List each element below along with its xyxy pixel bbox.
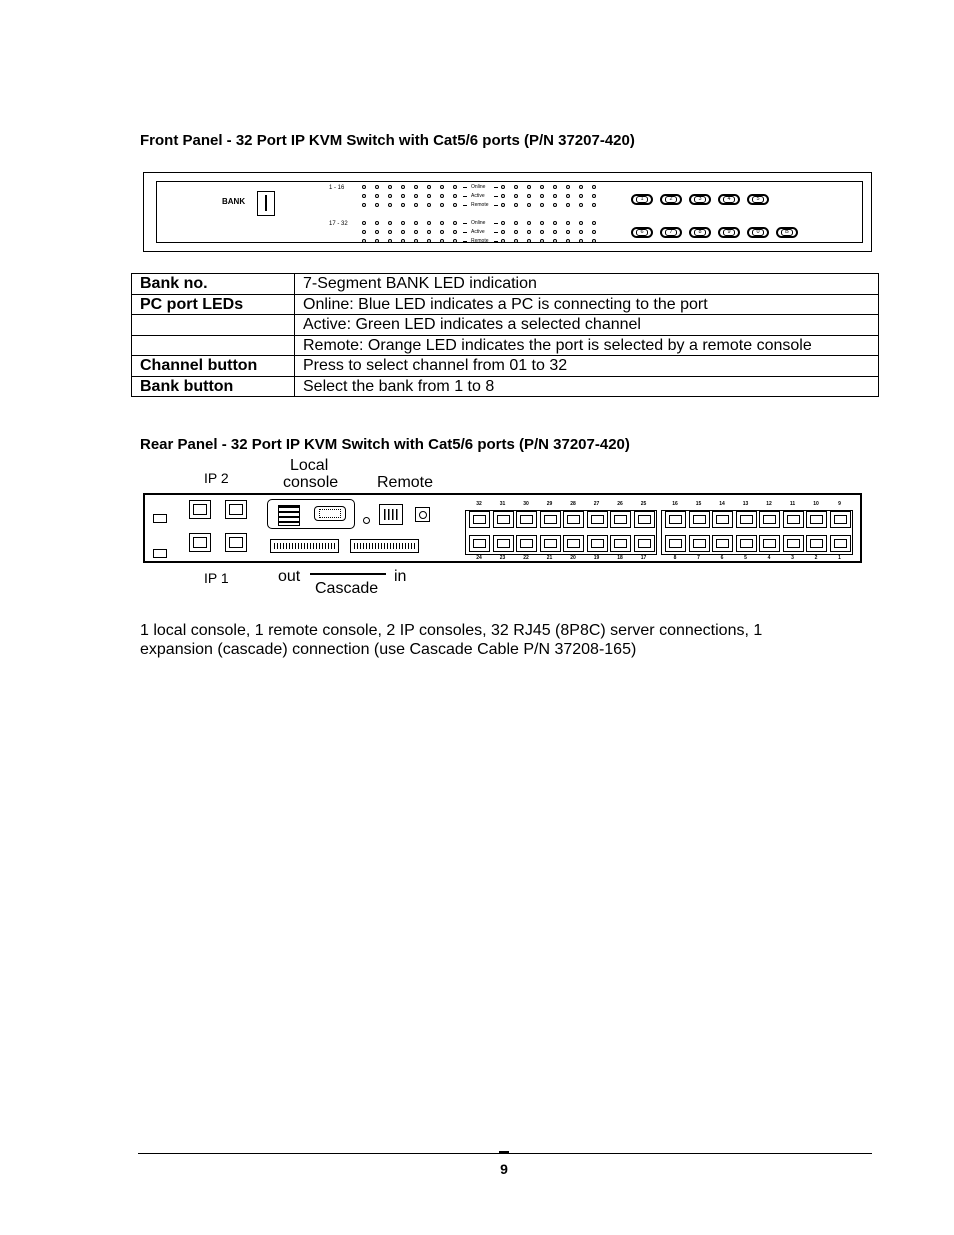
range-label-bottom: 17 - 32 xyxy=(329,221,348,227)
port-led xyxy=(553,185,557,189)
button-label: 2 xyxy=(665,196,677,203)
led-leader-line xyxy=(463,241,467,242)
port-led xyxy=(375,185,379,189)
port-led xyxy=(527,221,531,225)
table-row xyxy=(132,274,879,295)
server-port-4 xyxy=(759,535,780,552)
led-leader-line xyxy=(494,187,498,188)
bank-button[interactable] xyxy=(776,227,798,238)
port-led xyxy=(540,230,544,234)
port-led xyxy=(540,203,544,207)
led-leader-line xyxy=(463,232,467,233)
port-number-label: 13 xyxy=(742,501,749,507)
port-led xyxy=(453,221,457,225)
port-led xyxy=(427,239,431,243)
port-led xyxy=(527,230,531,234)
server-port-19 xyxy=(587,535,608,552)
port-led xyxy=(362,221,366,225)
port-number-label: 24 xyxy=(476,555,482,561)
port-led xyxy=(540,185,544,189)
cascade-out-port xyxy=(270,539,339,553)
port-number-label: 2 xyxy=(814,555,818,561)
port-led xyxy=(579,203,583,207)
front-panel-spec-table xyxy=(131,273,879,397)
remote-label: Remote xyxy=(377,474,434,491)
port-number-label: 30 xyxy=(523,501,529,507)
port-led xyxy=(427,194,431,198)
port-led xyxy=(540,239,544,243)
port-led xyxy=(388,230,392,234)
led-leader-line xyxy=(463,205,467,206)
port-led xyxy=(501,230,505,234)
cascade-in-label: in xyxy=(394,568,407,585)
server-port-8 xyxy=(665,535,686,552)
server-port-23 xyxy=(493,535,514,552)
ip1-port-a xyxy=(189,533,211,552)
port-led xyxy=(388,203,392,207)
port-led xyxy=(388,239,392,243)
led-row-label: Active xyxy=(471,229,485,235)
row-label: Bank no. xyxy=(132,274,295,295)
port-led xyxy=(540,221,544,225)
port-led xyxy=(401,194,405,198)
port-led xyxy=(566,203,570,207)
port-number-label: 16 xyxy=(672,501,678,507)
row-label xyxy=(132,335,295,356)
port-led xyxy=(579,239,583,243)
row-description: Select the bank from 1 to 8 xyxy=(295,376,879,397)
port-led xyxy=(362,230,366,234)
remote-port xyxy=(379,504,403,525)
port-led xyxy=(440,185,444,189)
port-number-label: 32 xyxy=(476,501,482,507)
server-port-25 xyxy=(634,511,655,528)
ground-screw-icon xyxy=(153,514,167,523)
page-number: 9 xyxy=(500,1161,508,1177)
port-led xyxy=(553,230,557,234)
front-panel-body xyxy=(156,181,863,243)
port-number-label: 18 xyxy=(617,555,623,561)
port-led xyxy=(362,203,366,207)
cascade-out-label: out xyxy=(278,568,301,585)
server-port-3 xyxy=(783,535,804,552)
channel-button-8[interactable] xyxy=(689,227,711,238)
led-leader-line xyxy=(494,205,498,206)
ground-screw-icon xyxy=(153,549,167,558)
port-number-label: 28 xyxy=(570,501,576,507)
port-led xyxy=(375,230,379,234)
port-led xyxy=(592,230,596,234)
channel-button-9[interactable] xyxy=(718,227,740,238)
row-label: Channel button xyxy=(132,356,295,377)
port-led xyxy=(453,203,457,207)
port-number-label: 21 xyxy=(546,555,553,561)
reset-button-icon xyxy=(363,517,370,524)
port-led xyxy=(514,221,518,225)
led-leader-line xyxy=(494,223,498,224)
port-led xyxy=(440,230,444,234)
table-row xyxy=(132,315,879,336)
bank-seven-segment-display xyxy=(257,191,275,216)
port-led xyxy=(375,239,379,243)
row-description: Online: Blue LED indicates a PC is connecting to the port xyxy=(295,294,879,315)
server-port-30 xyxy=(516,511,537,528)
led-row-label: Active xyxy=(471,193,485,199)
port-led xyxy=(414,185,418,189)
port-led xyxy=(414,194,418,198)
front-panel-heading: Front Panel - 32 Port IP KVM Switch with Cat5/6 ports (P/N 37207-420) xyxy=(140,132,635,149)
server-port-18 xyxy=(610,535,631,552)
led-row-label: Remote xyxy=(471,238,489,244)
port-led xyxy=(440,221,444,225)
port-led xyxy=(388,194,392,198)
port-led xyxy=(440,239,444,243)
port-led xyxy=(553,194,557,198)
local-console-port-block xyxy=(267,499,355,529)
port-number-label: 15 xyxy=(695,501,702,507)
local-console-label-line2: console xyxy=(283,474,339,491)
port-number-label: 27 xyxy=(593,501,600,507)
ps2-ports-icon xyxy=(278,505,300,526)
ip1-label: IP 1 xyxy=(204,570,229,586)
vga-port-icon xyxy=(314,506,346,521)
port-led xyxy=(514,203,518,207)
port-number-label: 29 xyxy=(546,501,553,507)
port-led xyxy=(566,239,570,243)
button-label: 8 xyxy=(694,229,706,236)
port-led xyxy=(440,203,444,207)
button-label: 3 xyxy=(694,196,706,203)
port-led xyxy=(375,221,379,225)
connections-description: 1 local console, 1 remote console, 2 IP consoles, 32 RJ45 (8P8C) server connections, 1 expansion (cascade) connection (use Cascade Cable P/N 37208-165) xyxy=(140,622,763,658)
server-port-11 xyxy=(783,511,804,528)
port-number-label: 22 xyxy=(523,555,529,561)
port-led xyxy=(427,230,431,234)
port-led xyxy=(566,185,570,189)
port-number-label: 6 xyxy=(720,555,724,561)
button-label: 0 xyxy=(752,229,764,236)
port-led xyxy=(375,194,379,198)
cascade-label: Cascade xyxy=(315,580,379,597)
port-led xyxy=(414,221,418,225)
led-row-label: Online xyxy=(471,184,486,190)
port-led xyxy=(553,239,557,243)
port-led xyxy=(375,203,379,207)
port-led xyxy=(501,194,505,198)
port-led xyxy=(514,194,518,198)
port-number-label: 1 xyxy=(838,555,841,561)
server-port-14 xyxy=(712,511,733,528)
server-port-32 xyxy=(469,511,490,528)
port-led xyxy=(592,239,596,243)
port-led xyxy=(579,221,583,225)
port-led xyxy=(453,194,457,198)
port-led xyxy=(453,230,457,234)
port-led xyxy=(527,203,531,207)
port-number-label: 10 xyxy=(813,501,819,507)
port-number-label: 11 xyxy=(789,501,796,507)
port-number-label: 4 xyxy=(767,555,771,561)
port-led xyxy=(527,194,531,198)
server-port-16 xyxy=(665,511,686,528)
port-led xyxy=(501,185,505,189)
port-led xyxy=(514,185,518,189)
port-number-label: 19 xyxy=(593,555,600,561)
port-led xyxy=(514,239,518,243)
port-number-label: 14 xyxy=(719,501,725,507)
port-number-label: 3 xyxy=(791,555,794,561)
server-port-26 xyxy=(610,511,631,528)
button-label: 6 xyxy=(636,229,648,236)
port-number-label: 8 xyxy=(673,555,677,561)
port-led xyxy=(527,239,531,243)
port-led xyxy=(592,185,596,189)
channel-button-4[interactable] xyxy=(718,194,740,205)
row-description: 7-Segment BANK LED indication xyxy=(295,274,879,295)
rear-panel-diagram xyxy=(143,493,862,563)
port-led xyxy=(388,185,392,189)
port-led xyxy=(362,239,366,243)
cascade-divider-line xyxy=(310,573,386,575)
port-number-label: 12 xyxy=(766,501,772,507)
port-led xyxy=(388,221,392,225)
row-description: Press to select channel from 01 to 32 xyxy=(295,356,879,377)
server-port-6 xyxy=(712,535,733,552)
led-row-label: Remote xyxy=(471,202,489,208)
server-port-15 xyxy=(689,511,710,528)
port-led xyxy=(401,185,405,189)
server-port-20 xyxy=(563,535,584,552)
port-led xyxy=(592,221,596,225)
server-port-22 xyxy=(516,535,537,552)
server-port-9 xyxy=(830,511,851,528)
button-label: 4 xyxy=(723,196,735,203)
port-led xyxy=(566,230,570,234)
port-number-label: 9 xyxy=(838,501,841,507)
local-console-label-line1: Local xyxy=(290,457,329,474)
port-led xyxy=(579,185,583,189)
port-number-label: 23 xyxy=(499,555,506,561)
port-led xyxy=(401,203,405,207)
row-description: Remote: Orange LED indicates the port is selected by a remote console xyxy=(295,335,879,356)
power-jack-icon xyxy=(415,507,430,522)
port-led xyxy=(553,203,557,207)
port-number-label: 20 xyxy=(570,555,576,561)
port-led xyxy=(579,230,583,234)
button-label: B xyxy=(781,229,793,236)
port-led xyxy=(362,194,366,198)
port-led xyxy=(592,194,596,198)
server-port-12 xyxy=(759,511,780,528)
ip1-port-b xyxy=(225,533,247,552)
port-led xyxy=(592,203,596,207)
server-port-24 xyxy=(469,535,490,552)
server-port-17 xyxy=(634,535,655,552)
port-number-label: 31 xyxy=(499,501,506,507)
port-led xyxy=(401,221,405,225)
port-led xyxy=(579,194,583,198)
port-led xyxy=(540,194,544,198)
footer-rule-tab xyxy=(499,1151,509,1154)
port-led xyxy=(427,221,431,225)
port-led xyxy=(453,239,457,243)
port-number-label: 25 xyxy=(640,501,647,507)
led-row-label: Online xyxy=(471,220,486,226)
server-port-31 xyxy=(493,511,514,528)
channel-button-3[interactable] xyxy=(689,194,711,205)
channel-button-6[interactable] xyxy=(631,227,653,238)
port-led xyxy=(414,230,418,234)
port-led xyxy=(453,185,457,189)
port-led xyxy=(566,221,570,225)
server-port-13 xyxy=(736,511,757,528)
port-led xyxy=(414,239,418,243)
channel-button-5[interactable] xyxy=(747,194,769,205)
server-port-1 xyxy=(830,535,851,552)
button-label: 9 xyxy=(723,229,735,236)
row-description: Active: Green LED indicates a selected channel xyxy=(295,315,879,336)
port-led xyxy=(527,185,531,189)
table-row xyxy=(132,335,879,356)
led-leader-line xyxy=(494,232,498,233)
server-port-27 xyxy=(587,511,608,528)
cascade-in-port xyxy=(350,539,419,553)
table-row xyxy=(132,356,879,377)
port-led xyxy=(427,203,431,207)
led-leader-line xyxy=(494,196,498,197)
table-row xyxy=(132,294,879,315)
channel-button-1[interactable] xyxy=(631,194,653,205)
led-leader-line xyxy=(463,196,467,197)
ip2-port-b xyxy=(225,500,247,519)
row-label xyxy=(132,315,295,336)
port-led xyxy=(414,203,418,207)
ip2-port-a xyxy=(189,500,211,519)
server-port-28 xyxy=(563,511,584,528)
server-port-2 xyxy=(806,535,827,552)
port-led xyxy=(401,230,405,234)
port-led xyxy=(553,221,557,225)
server-port-7 xyxy=(689,535,710,552)
channel-button-2[interactable] xyxy=(660,194,682,205)
port-led xyxy=(566,194,570,198)
led-leader-line xyxy=(494,241,498,242)
bank-label: BANK xyxy=(222,197,246,206)
button-label: 7 xyxy=(665,229,677,236)
port-number-label: 5 xyxy=(744,555,747,561)
led-leader-line xyxy=(463,223,467,224)
port-led xyxy=(440,194,444,198)
row-label: PC port LEDs xyxy=(132,294,295,315)
port-led xyxy=(514,230,518,234)
led-leader-line xyxy=(463,187,467,188)
ip2-label: IP 2 xyxy=(204,470,229,486)
port-led xyxy=(501,239,505,243)
channel-button-7[interactable] xyxy=(660,227,682,238)
channel-button-0[interactable] xyxy=(747,227,769,238)
table-row xyxy=(132,376,879,397)
server-port-5 xyxy=(736,535,757,552)
button-label: 5 xyxy=(752,196,764,203)
port-led xyxy=(362,185,366,189)
port-led xyxy=(501,221,505,225)
port-led xyxy=(401,239,405,243)
server-port-21 xyxy=(540,535,561,552)
port-led xyxy=(427,185,431,189)
row-label: Bank button xyxy=(132,376,295,397)
button-label: 1 xyxy=(636,196,648,203)
port-number-label: 7 xyxy=(697,555,700,561)
port-led xyxy=(501,203,505,207)
port-number-label: 17 xyxy=(640,555,647,561)
rear-panel-heading: Rear Panel - 32 Port IP KVM Switch with Cat5/6 ports (P/N 37207-420) xyxy=(140,436,630,453)
server-port-10 xyxy=(806,511,827,528)
front-panel-diagram xyxy=(143,172,872,252)
range-label-top: 1 - 16 xyxy=(329,185,345,191)
server-port-29 xyxy=(540,511,561,528)
port-number-label: 26 xyxy=(617,501,623,507)
